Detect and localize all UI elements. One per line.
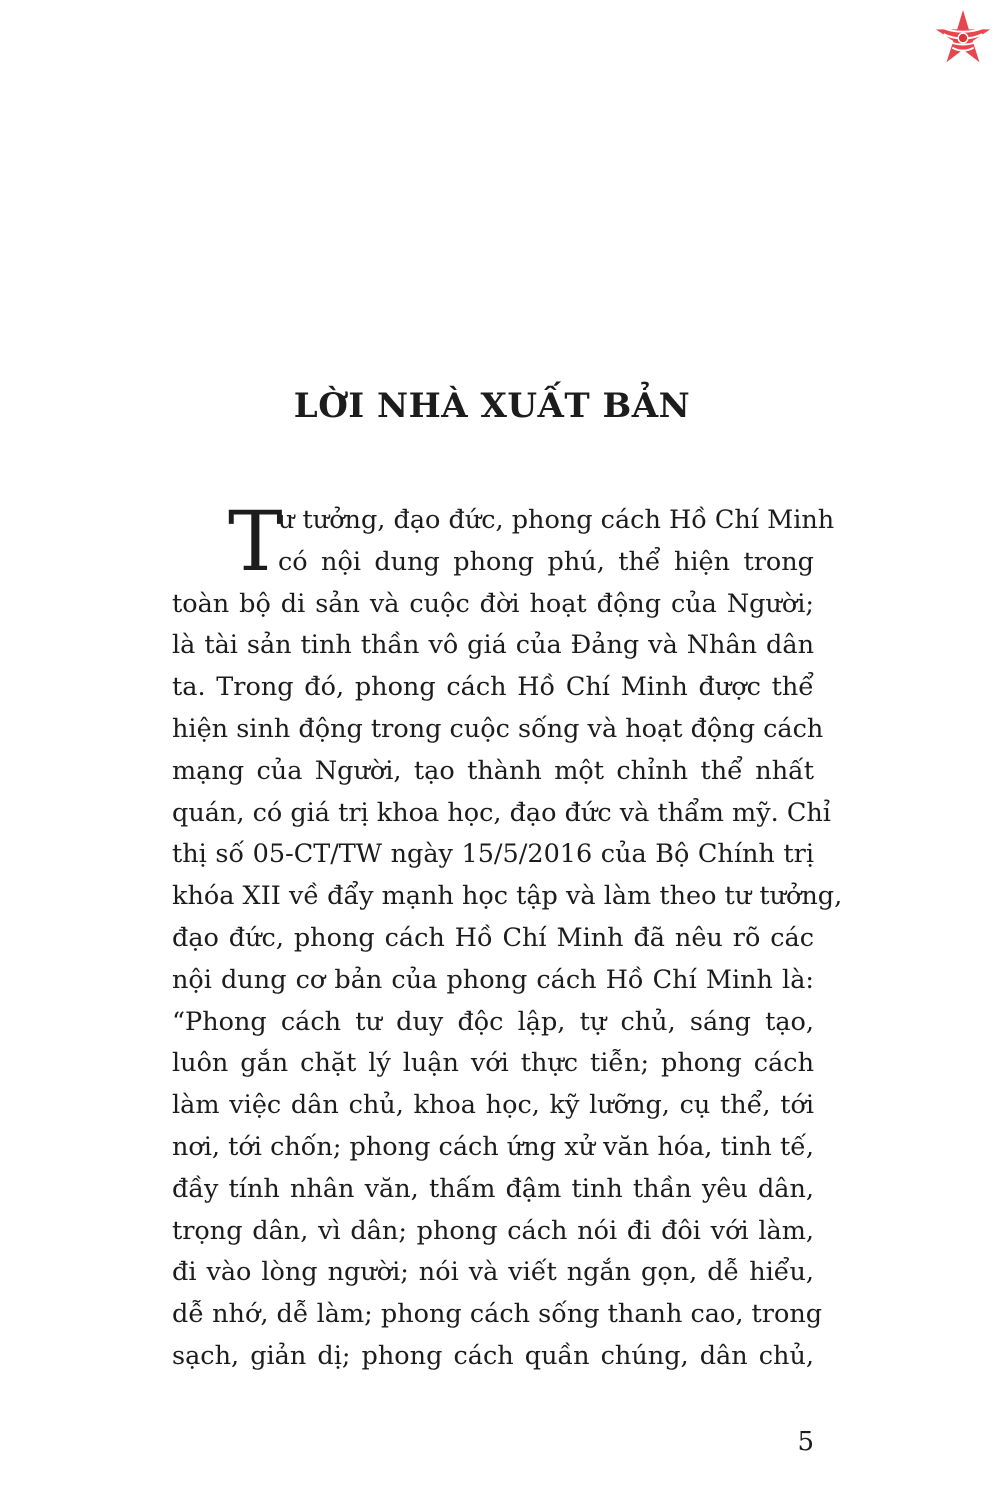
text-line: quán, có giá trị khoa học, đạo đức và thẩm mỹ. Chỉ (172, 797, 831, 828)
text-line: nơi, tới chốn; phong cách ứng xử văn hóa, tinh tế, (172, 1131, 814, 1162)
text-line: luôn gắn chặt lý luận với thực tiễn; phong cách (172, 1048, 814, 1079)
text-line: thị số 05-CT/TW ngày 15/5/2016 của Bộ Chính trị (172, 839, 814, 870)
publisher-logo-icon (932, 8, 994, 70)
text-line: khóa XII về đẩy mạnh học tập và làm theo tư tưởng, (172, 881, 843, 912)
page-number: 5 (797, 1427, 814, 1457)
page-title: LỜI NHÀ XUẤT BẢN (293, 386, 691, 426)
text-line: mạng của Người, tạo thành một chỉnh thể nhất (172, 755, 814, 786)
drop-cap: T (228, 495, 283, 590)
text-line: có nội dung phong phú, thể hiện trong (278, 546, 814, 577)
text-line: ư tưởng, đạo đức, phong cách Hồ Chí Minh (278, 505, 835, 535)
text-line: trọng dân, vì dân; phong cách nói đi đôi với làm, (172, 1215, 814, 1246)
text-line: dễ nhớ, dễ làm; phong cách sống thanh cao, trong (172, 1299, 823, 1330)
text-line: đi vào lòng người; nói và viết ngắn gọn, dễ hiểu, (172, 1257, 814, 1288)
text-line: sạch, giản dị; phong cách quần chúng, dân chủ, (172, 1340, 814, 1371)
text-line: ta. Trong đó, phong cách Hồ Chí Minh được thể (172, 672, 814, 703)
text-line: làm việc dân chủ, khoa học, kỹ lưỡng, cụ thể, tới (172, 1090, 814, 1121)
text-line: đạo đức, phong cách Hồ Chí Minh đã nêu rõ các (172, 922, 814, 953)
text-line: toàn bộ di sản và cuộc đời hoạt động của Người; (172, 588, 814, 619)
preface-body (172, 495, 843, 1380)
text-line: nội dung cơ bản của phong cách Hồ Chí Minh là: (172, 964, 814, 995)
text-line: “Phong cách tư duy độc lập, tự chủ, sáng tạo, (172, 1006, 814, 1037)
text-line: hiện sinh động trong cuộc sống và hoạt động cách (172, 713, 824, 744)
text-line: là tài sản tinh thần vô giá của Đảng và Nhân dân (172, 630, 814, 661)
text-line: đầy tính nhân văn, thấm đậm tinh thần yêu dân, (172, 1173, 814, 1204)
